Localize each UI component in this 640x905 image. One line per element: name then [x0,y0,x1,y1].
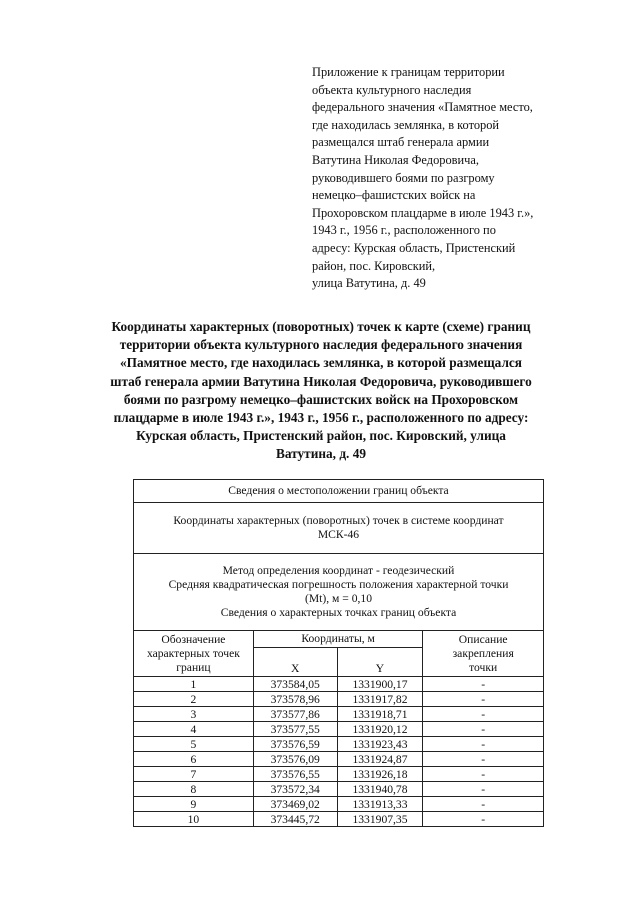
cell-number: 1 [134,677,254,692]
cell-number: 10 [134,812,254,827]
header-x: X [253,648,337,677]
cell-description: - [423,707,544,722]
coordinates-table [133,479,544,827]
cell-y: 1331918,71 [337,707,423,722]
cell-x: 373584,05 [253,677,337,692]
table-row [134,752,544,767]
cell-description: - [423,782,544,797]
annex-line: район, пос. Кировский, [312,258,436,273]
table-row [134,722,544,737]
cell-y: 1331923,43 [337,737,423,752]
cell-x: 373572,34 [253,782,337,797]
cell-number: 7 [134,767,254,782]
title-line: Курская область, Пристенский район, пос. Кировский, улица [136,428,506,444]
cell-description: - [423,797,544,812]
cell-x: 373576,55 [253,767,337,782]
cell-x: 373576,59 [253,737,337,752]
annex-line: 1943 г., 1956 г., расположенного по [312,223,496,238]
title-line: штаб генерала армии Ватутина Николая Федоровича, руководившего [110,373,532,389]
title-line: Ватутина, д. 49 [275,446,366,462]
table-row [134,767,544,782]
cell-number: 8 [134,782,254,797]
annex-note [312,64,612,293]
cell-y: 1331907,35 [337,812,423,827]
cell-description: - [423,812,544,827]
table-row [134,782,544,797]
table-section-location: Сведения о местоположении границ объекта [134,480,544,503]
document-title [40,318,602,464]
cell-x: 373469,02 [253,797,337,812]
cell-x: 373445,72 [253,812,337,827]
cell-y: 1331917,82 [337,692,423,707]
cell-x: 373576,09 [253,752,337,767]
table-section-coordinate-system: Координаты характерных (поворотных) точек в системе координат МСК-46 [134,503,544,554]
cell-y: 1331900,17 [337,677,423,692]
annex-line: Приложение к границам территории [312,65,505,79]
annex-line: Ватутина Николая Федоровича, [312,152,479,167]
annex-line: объекта культурного наследия [312,82,472,97]
cell-description: - [423,722,544,737]
cell-number: 9 [134,797,254,812]
cell-y: 1331926,18 [337,767,423,782]
cell-number: 2 [134,692,254,707]
cell-description: - [423,737,544,752]
annex-line: размещался штаб генерала армии [312,135,490,150]
table-row [134,737,544,752]
header-y: Y [337,648,423,677]
cell-x: 373577,55 [253,722,337,737]
cell-y: 1331913,33 [337,797,423,812]
header-description: Описание закрепления точки [423,631,544,677]
title-line: плацдарме в июле 1943 г.», 1943 г., 1956 г., расположенного по адресу: [113,410,529,426]
annex-line: федерального значения «Памятное место, [312,100,533,115]
cell-number: 6 [134,752,254,767]
annex-line: Прохоровском плацдарме в июле 1943 г.», [312,205,534,220]
table-row [134,707,544,722]
title-line: «Памятное место, где находилась землянка, в которой размещался [119,355,522,371]
cell-description: - [423,752,544,767]
annex-line: где находилась землянка, в которой [312,117,500,132]
header-coordinates: Координаты, м [253,631,423,648]
cell-description: - [423,767,544,782]
header-designation: Обозначение характерных точек границ [134,631,254,677]
annex-line: адресу: Курская область, Пристенский [312,240,516,255]
table-section-method: Метод определения координат - геодезический Средняя квадратическая погрешность положения характерной точки (Mt), м = 0,10 Сведения о характерных точках границ объекта [134,554,544,631]
cell-number: 4 [134,722,254,737]
table-row [134,797,544,812]
annex-line: немецко–фашистских войск на [312,188,476,203]
table-row [134,677,544,692]
cell-y: 1331940,78 [337,782,423,797]
annex-line: руководившего боями по разгрому [312,170,495,185]
cell-y: 1331920,12 [337,722,423,737]
table-row [134,692,544,707]
cell-description: - [423,677,544,692]
cell-x: 373577,86 [253,707,337,722]
annex-line: улица Ватутина, д. 49 [312,276,426,291]
table-row [134,812,544,827]
title-line: территории объекта культурного наследия федерального значения [119,337,523,353]
cell-number: 5 [134,737,254,752]
cell-description: - [423,692,544,707]
title-line: Координаты характерных (поворотных) точек к карте (схеме) границ [111,319,531,334]
cell-y: 1331924,87 [337,752,423,767]
cell-number: 3 [134,707,254,722]
cell-x: 373578,96 [253,692,337,707]
title-line: боями по разгрому немецко–фашистских войск на Прохоровском [123,391,519,407]
